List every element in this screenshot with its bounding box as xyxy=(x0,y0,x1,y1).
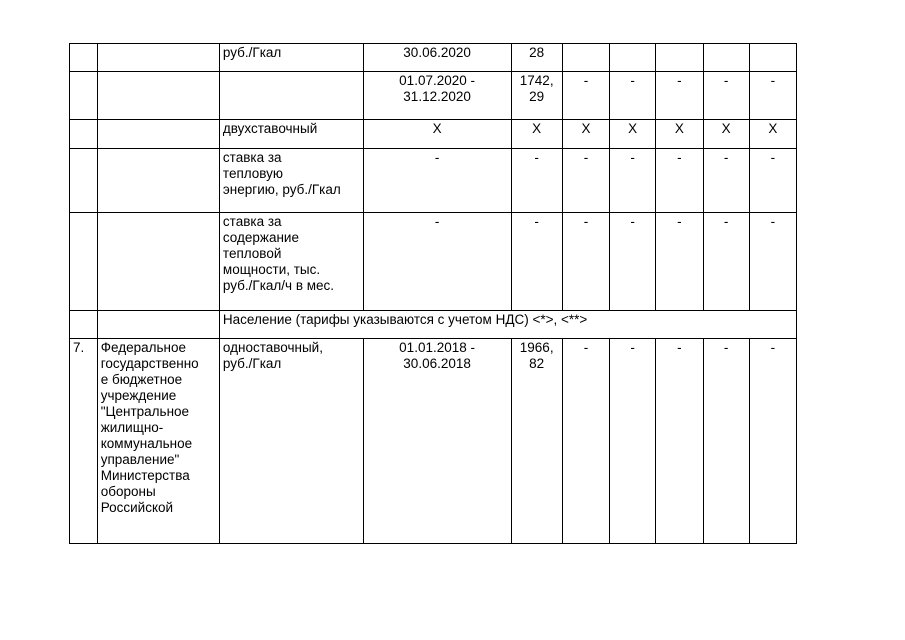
value-cell: - xyxy=(703,72,749,120)
value-cell: 28 xyxy=(511,44,562,72)
period-cell: - xyxy=(363,149,511,213)
section-row xyxy=(70,311,797,339)
value-cell: - xyxy=(562,149,609,213)
value-cell: - xyxy=(749,149,796,213)
value-cell xyxy=(656,44,703,72)
row-number-cell xyxy=(70,149,98,213)
organization-cell xyxy=(97,311,219,339)
value-cell: - xyxy=(703,149,749,213)
value-cell: - xyxy=(656,213,703,311)
organization-cell xyxy=(97,44,219,72)
value-cell: X xyxy=(562,120,609,149)
organization-cell xyxy=(97,120,219,149)
table-row xyxy=(70,120,797,149)
tariff-type-cell: двухставочный xyxy=(219,120,363,149)
value-cell: - xyxy=(610,72,656,120)
table-row xyxy=(70,44,797,72)
value-cell: - xyxy=(749,213,796,311)
row-number-cell: 7. xyxy=(70,339,98,544)
tariff-type-cell xyxy=(219,72,363,120)
row-number-cell xyxy=(70,311,98,339)
organization-cell xyxy=(97,213,219,311)
row-number-cell xyxy=(70,72,98,120)
tariff-table xyxy=(69,43,797,544)
tariff-type-cell: руб./Гкал xyxy=(219,44,363,72)
period-cell: 01.07.2020 - 31.12.2020 xyxy=(363,72,511,120)
tariff-type-cell: ставка за содержание тепловой мощности, тыс. руб./Гкал/ч в мес. xyxy=(219,213,363,311)
value-cell xyxy=(703,44,749,72)
value-cell: - xyxy=(749,72,796,120)
value-cell: 1966, 82 xyxy=(511,339,562,544)
organization-cell xyxy=(97,149,219,213)
value-cell: - xyxy=(656,149,703,213)
value-cell: - xyxy=(610,213,656,311)
value-cell: X xyxy=(703,120,749,149)
value-cell: - xyxy=(511,213,562,311)
value-cell xyxy=(610,44,656,72)
value-cell: - xyxy=(562,72,609,120)
value-cell: - xyxy=(703,213,749,311)
value-cell: X xyxy=(656,120,703,149)
value-cell: - xyxy=(656,339,703,544)
organization-cell xyxy=(97,72,219,120)
period-cell: - xyxy=(363,213,511,311)
table-row xyxy=(70,149,797,213)
value-cell: X xyxy=(511,120,562,149)
table-row xyxy=(70,339,797,544)
row-number-cell xyxy=(70,44,98,72)
value-cell: - xyxy=(562,213,609,311)
value-cell: 1742, 29 xyxy=(511,72,562,120)
value-cell: - xyxy=(703,339,749,544)
row-number-cell xyxy=(70,213,98,311)
row-number-cell xyxy=(70,120,98,149)
value-cell: X xyxy=(749,120,796,149)
tariff-type-cell: ставка за тепловую энергию, руб./Гкал xyxy=(219,149,363,213)
value-cell: X xyxy=(610,120,656,149)
value-cell: - xyxy=(511,149,562,213)
value-cell xyxy=(562,44,609,72)
tariff-type-cell: одноставочный, руб./Гкал xyxy=(219,339,363,544)
value-cell: - xyxy=(610,149,656,213)
value-cell: - xyxy=(562,339,609,544)
value-cell xyxy=(749,44,796,72)
organization-cell: Федеральное государственно е бюджетное учреждение "Центральное жилищно- коммунальное управление" Министерства обороны Российской xyxy=(97,339,219,544)
section-title: Население (тарифы указываются с учетом НДС) <*>, <**> xyxy=(219,311,796,339)
value-cell: - xyxy=(656,72,703,120)
period-cell: 01.01.2018 - 30.06.2018 xyxy=(363,339,511,544)
table-row xyxy=(70,213,797,311)
value-cell: - xyxy=(610,339,656,544)
table-row xyxy=(70,72,797,120)
value-cell: - xyxy=(749,339,796,544)
period-cell: X xyxy=(363,120,511,149)
period-cell: 30.06.2020 xyxy=(363,44,511,72)
